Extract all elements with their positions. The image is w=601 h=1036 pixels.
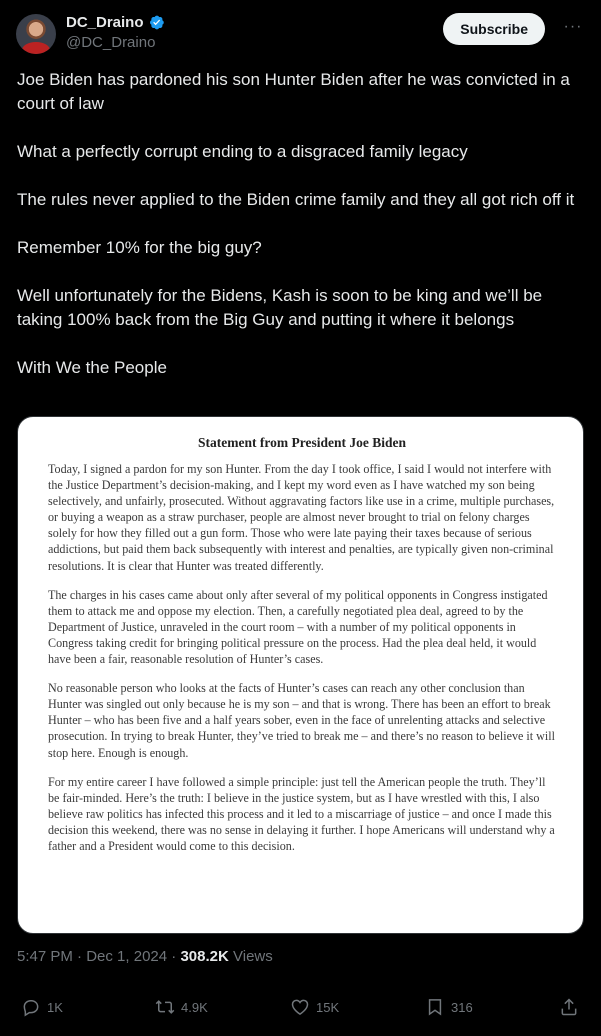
like-count: 15K — [316, 999, 340, 1015]
statement-document — [48, 435, 556, 867]
author-handle[interactable]: @DC_Draino — [66, 34, 156, 51]
reply-icon — [21, 997, 41, 1017]
share-icon — [559, 997, 579, 1017]
tweet-paragraph: What a perfectly corrupt ending to a disgraced family legacy — [17, 142, 468, 161]
tweet-paragraph: Joe Biden has pardoned his son Hunter Biden after he was convicted in a court of law — [17, 70, 570, 113]
tweet-meta — [17, 948, 273, 965]
share-button[interactable] — [559, 997, 579, 1017]
views-label: Views — [233, 948, 273, 965]
bookmark-count: 316 — [451, 999, 473, 1015]
tweet-paragraph: With We the People — [17, 358, 167, 377]
avatar[interactable] — [16, 14, 56, 54]
verified-badge-icon — [148, 14, 165, 31]
like-button[interactable] — [290, 997, 339, 1017]
views-count: 308.2K — [180, 948, 229, 965]
reply-count: 1K — [47, 999, 63, 1015]
meta-separator: · — [77, 948, 83, 965]
author-name-row — [66, 14, 165, 31]
more-options-icon[interactable]: ··· — [563, 18, 583, 35]
post-time[interactable]: 5:47 PM — [17, 948, 73, 965]
post-date[interactable]: Dec 1, 2024 — [86, 948, 168, 965]
author-display-name[interactable]: DC_Draino — [66, 14, 144, 31]
bookmark-icon — [425, 997, 445, 1017]
statement-title: Statement from President Joe Biden — [198, 435, 406, 450]
tweet-text — [17, 68, 587, 404]
tweet-paragraph: Well unfortunately for the Bidens, Kash is soon to be king and we’ll be taking 100% back from the Big Guy and putting it where it belongs — [17, 286, 543, 329]
reply-button[interactable] — [21, 997, 63, 1017]
meta-separator: · — [171, 948, 177, 965]
heart-icon — [290, 997, 310, 1017]
bookmark-button[interactable] — [425, 997, 473, 1017]
tweet-header — [16, 12, 589, 56]
statement-paragraph: For my entire career I have followed a simple principle: just tell the American people the truth. They’ll be fair-minded. Here’s the truth: I believe in the justice system, but as I have wrestled with this, I also believe raw politics has infected this process and it led to a miscarriage of justice – and once I made this decision this weekend, there was no sense in delaying it further. I hope Americans will understand why a father and a President would come to this decision. — [48, 774, 555, 853]
statement-paragraph: No reasonable person who looks at the facts of Hunter’s cases can reach any other conclusion than Hunter was singled out only because he is my son – and that is wrong. There has been an effort to break Hunter – who has been five and a half years sober, even in the face of unrelenting attacks and selective prosecution. In trying to break Hunter, they’ve tried to break me – and there’s no reason to believe it will stop here. Enough is enough. — [48, 681, 555, 760]
statement-paragraph: Today, I signed a pardon for my son Hunter. From the day I took office, I said I would not interfere with the Justice Department’s decision-making, and I kept my word even as I have watched my son being selectively, and unfairly, prosecuted. Without aggravating factors like use in a crime, multiple purchases, or buying a weapon as a straw purchaser, people are almost never brought to trial on felony charges solely for how they filled out a gun form. Those who were late paying their taxes because of serious addictions, but paid them back subsequently with interest and penalties, are typically given non-criminal resolutions. It is clear that Hunter was treated differently. — [48, 462, 555, 573]
tweet-paragraph: Remember 10% for the big guy? — [17, 238, 262, 257]
tweet-paragraph: The rules never applied to the Biden crime family and they all got rich off it — [17, 190, 575, 209]
repost-icon — [155, 997, 175, 1017]
repost-count: 4.9K — [181, 999, 208, 1015]
statement-paragraph: The charges in his cases came about only after several of my political opponents in Congress instigated them to attack me and oppose my election. Then, a carefully negotiated plea deal, agreed to by the Department of Justice, unraveled in the court room – with a number of my political opponents in Congress taking credit for bringing political pressure on the process. Had the plea deal held, it would have been a fair, reasonable resolution of Hunter’s cases. — [48, 587, 548, 667]
attached-statement-image[interactable] — [17, 416, 584, 934]
repost-button[interactable] — [155, 997, 208, 1017]
subscribe-button[interactable]: Subscribe — [443, 13, 545, 45]
action-bar — [17, 997, 583, 1021]
